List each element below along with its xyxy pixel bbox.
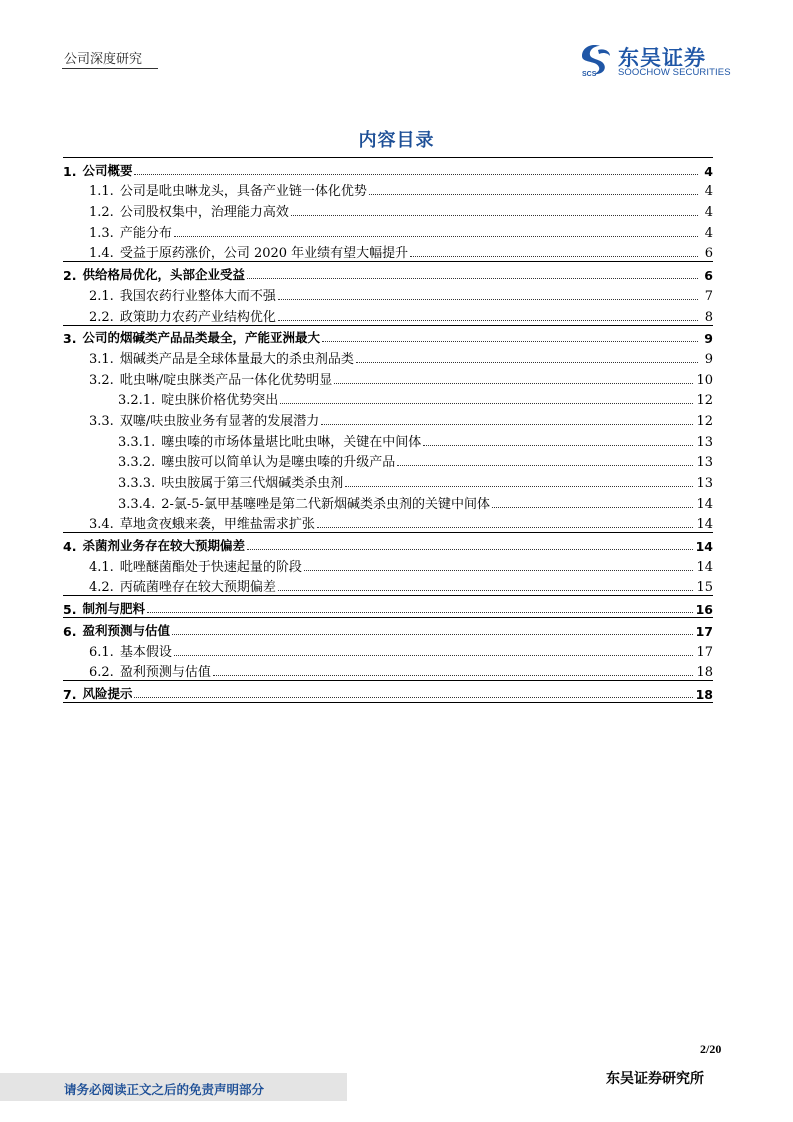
toc-entry-number: 1.1. xyxy=(89,184,114,200)
toc-dot-leader xyxy=(247,548,693,550)
toc-entry-number: 6. xyxy=(63,623,77,639)
toc-entry-title: 公司股权集中，治理能力高效 xyxy=(119,205,289,221)
brand-logo xyxy=(578,42,738,80)
toc-entry-title: 丙硫菌唑存在较大预期偏差 xyxy=(119,580,276,596)
toc-entry-title: 草地贪夜蛾来袭，甲维盐需求扩张 xyxy=(119,517,315,533)
toc-entry[interactable] xyxy=(63,157,713,179)
toc-entry-page: 4 xyxy=(704,163,713,179)
toc-dot-leader xyxy=(134,696,692,698)
toc-entry-title: 吡唑醚菌酯处于快速起量的阶段 xyxy=(119,559,302,575)
footer-disclaimer: 请务必阅读正文之后的免责声明部分 xyxy=(64,1082,265,1097)
soochow-emblem-icon xyxy=(578,42,614,76)
toc-entry-number: 4. xyxy=(63,539,77,555)
toc-entry-page: 13 xyxy=(696,434,713,450)
toc-entry-title: 公司的烟碱类产品品类最全，产能亚洲最大 xyxy=(82,330,320,346)
toc-title: 内容目录 xyxy=(358,130,435,151)
toc-dot-leader xyxy=(174,235,698,237)
page-number: 2/20 xyxy=(700,1042,722,1056)
toc-entry-page: 7 xyxy=(704,288,713,304)
toc-entry-title: 烟碱类产品是全球体量最大的杀虫剂品类 xyxy=(119,351,354,367)
toc-dot-leader xyxy=(280,402,693,404)
toc-entry-number: 2.2. xyxy=(89,309,114,325)
toc-entry[interactable] xyxy=(63,346,713,367)
toc-dot-leader xyxy=(334,382,693,384)
toc-entry[interactable] xyxy=(63,532,713,554)
toc-entry[interactable] xyxy=(63,241,713,262)
toc-entry-page: 14 xyxy=(696,559,713,575)
toc-entry-page: 17 xyxy=(696,644,713,660)
toc-entry-page: 14 xyxy=(696,496,713,512)
toc-entry-number: 7. xyxy=(63,686,77,702)
toc-dot-leader xyxy=(278,589,694,591)
toc-entry[interactable] xyxy=(63,199,713,220)
toc-entry-page: 6 xyxy=(704,246,713,262)
toc-entry-number: 2. xyxy=(63,268,77,284)
toc-entry-title: 杀菌剂业务存在较大预期偏差 xyxy=(82,538,245,554)
toc-dot-leader xyxy=(345,485,693,487)
table-of-contents xyxy=(63,157,713,703)
toc-entry-number: 3.3.4. xyxy=(118,496,156,512)
toc-entry-number: 3.3. xyxy=(89,413,114,429)
toc-entry-title: 受益于原药涨价，公司 2020 年业绩有望大幅提升 xyxy=(119,246,409,262)
toc-entry-number: 3.2. xyxy=(89,372,114,388)
toc-dot-leader xyxy=(134,173,698,175)
toc-entry-title: 公司是吡虫啉龙头，具备产业链一体化优势 xyxy=(119,184,367,200)
toc-entry[interactable] xyxy=(63,450,713,471)
brand-name-cn: 东吴证券 xyxy=(618,46,706,70)
toc-entry-number: 6.2. xyxy=(89,665,114,681)
toc-entry-number: 1.4. xyxy=(89,246,114,262)
toc-entry[interactable] xyxy=(63,388,713,409)
toc-entry-title: 噻虫嗪的市场体量堪比吡虫啉，关键在中间体 xyxy=(161,434,422,450)
toc-dot-leader xyxy=(492,506,694,508)
toc-entry-title: 产能分布 xyxy=(119,225,172,241)
toc-entry-title: 盈利预测与估值 xyxy=(119,665,211,681)
toc-entry-number: 1. xyxy=(63,163,77,179)
toc-entry-title: 2-氯-5-氯甲基噻唑是第二代新烟碱类杀虫剂的关键中间体 xyxy=(161,496,490,512)
toc-dot-leader xyxy=(174,654,694,656)
brand-name-en: SOOCHOW SECURITIES xyxy=(618,67,731,78)
toc-entry-title: 风险提示 xyxy=(82,685,133,701)
toc-entry-title: 基本假设 xyxy=(119,644,172,660)
toc-dot-leader xyxy=(423,444,693,446)
toc-entry-title: 噻虫胺可以简单认为是噻虫嗪的升级产品 xyxy=(161,455,396,471)
toc-entry[interactable] xyxy=(63,617,713,639)
toc-entry-number: 3.3.3. xyxy=(118,476,156,491)
toc-dot-leader xyxy=(410,255,698,257)
toc-entry[interactable] xyxy=(63,429,713,450)
toc-entry-page: 9 xyxy=(704,351,713,367)
toc-dot-leader xyxy=(278,298,698,300)
toc-dot-leader xyxy=(369,193,698,195)
toc-entry-page: 4 xyxy=(704,205,713,221)
toc-dot-leader xyxy=(172,633,693,635)
toc-entry[interactable] xyxy=(63,595,713,617)
footer-institute: 东吴证券研究所 xyxy=(606,1071,704,1087)
toc-entry-title: 啶虫脒价格优势突出 xyxy=(161,393,279,409)
toc-entry-page: 13 xyxy=(696,455,713,471)
toc-entry-page: 13 xyxy=(696,476,713,491)
toc-entry-page: 6 xyxy=(704,268,713,284)
toc-entry-number: 4.1. xyxy=(89,559,114,575)
toc-entry[interactable] xyxy=(63,179,713,200)
toc-dot-leader xyxy=(322,340,698,342)
toc-entry-number: 1.3. xyxy=(89,225,114,241)
toc-dot-leader xyxy=(213,674,694,676)
toc-entry-number: 3.2.1. xyxy=(118,393,156,409)
toc-entry-page: 15 xyxy=(696,580,713,596)
toc-entry[interactable] xyxy=(63,660,713,681)
toc-entry[interactable] xyxy=(63,575,713,596)
toc-entry-page: 10 xyxy=(696,372,713,388)
toc-entry-page: 12 xyxy=(696,393,713,409)
toc-entry[interactable] xyxy=(63,220,713,241)
toc-dot-leader xyxy=(147,611,693,613)
toc-entry-page: 14 xyxy=(696,517,713,533)
toc-entry-title: 政策助力农药产业结构优化 xyxy=(119,309,276,325)
toc-dot-leader xyxy=(321,423,693,425)
toc-dot-leader xyxy=(278,319,698,321)
svg-text:SCS: SCS xyxy=(582,71,597,76)
toc-entry[interactable] xyxy=(63,680,713,702)
toc-entry-number: 3.3.2. xyxy=(118,455,156,471)
toc-entry-page: 8 xyxy=(704,309,713,325)
toc-entry-title: 供给格局优化，头部企业受益 xyxy=(82,267,245,283)
toc-entry-number: 2.1. xyxy=(89,288,114,304)
toc-entry[interactable] xyxy=(63,261,713,283)
toc-dot-leader xyxy=(291,214,698,216)
toc-entry-title: 制剂与肥料 xyxy=(82,601,145,617)
toc-entry[interactable] xyxy=(63,639,713,660)
toc-entry-page: 16 xyxy=(695,602,713,618)
toc-entry-title: 盈利预测与估值 xyxy=(82,622,170,638)
toc-dot-leader xyxy=(397,464,693,466)
toc-entry-title: 双噻/呋虫胺业务有显著的发展潜力 xyxy=(119,413,320,429)
toc-entry-number: 1.2. xyxy=(89,205,114,221)
toc-entry-number: 3.1. xyxy=(89,351,114,367)
header-underline xyxy=(62,68,158,69)
report-type-label: 公司深度研究 xyxy=(64,52,143,67)
toc-entry[interactable] xyxy=(63,470,713,491)
toc-entry-title: 我国农药行业整体大而不强 xyxy=(119,288,276,304)
toc-entry-number: 3. xyxy=(63,331,77,347)
toc-entry-title: 吡虫啉/啶虫脒类产品一体化优势明显 xyxy=(119,372,333,388)
toc-entry-title: 公司概要 xyxy=(82,162,133,178)
toc-dot-leader xyxy=(247,277,698,279)
toc-entry[interactable] xyxy=(63,554,713,575)
toc-dot-leader xyxy=(317,526,694,528)
toc-entry[interactable] xyxy=(63,408,713,429)
toc-entry-number: 4.2. xyxy=(89,580,114,596)
toc-entry-number: 3.4. xyxy=(89,517,114,533)
toc-entry-page: 4 xyxy=(704,225,713,241)
toc-entry-page: 4 xyxy=(704,184,713,200)
toc-entry[interactable] xyxy=(63,512,713,533)
toc-entry-page: 12 xyxy=(696,413,713,429)
toc-entry-page: 9 xyxy=(704,331,713,347)
toc-entry[interactable] xyxy=(63,304,713,325)
toc-entry-number: 6.1. xyxy=(89,644,114,660)
toc-entry[interactable] xyxy=(63,367,713,388)
toc-entry-page: 17 xyxy=(695,623,713,639)
toc-entry[interactable] xyxy=(63,283,713,304)
toc-dot-leader xyxy=(356,361,698,363)
toc-entry[interactable] xyxy=(63,491,713,512)
toc-bottom-rule xyxy=(63,702,713,703)
toc-entry-page: 18 xyxy=(696,665,713,681)
toc-dot-leader xyxy=(304,569,694,571)
toc-entry[interactable] xyxy=(63,325,713,347)
toc-entry-title: 呋虫胺属于第三代烟碱类杀虫剂 xyxy=(161,476,344,491)
toc-entry-number: 5. xyxy=(63,602,77,618)
toc-entry-number: 3.3.1. xyxy=(118,434,156,450)
toc-entry-page: 14 xyxy=(695,539,713,555)
toc-entry-page: 18 xyxy=(695,686,713,702)
